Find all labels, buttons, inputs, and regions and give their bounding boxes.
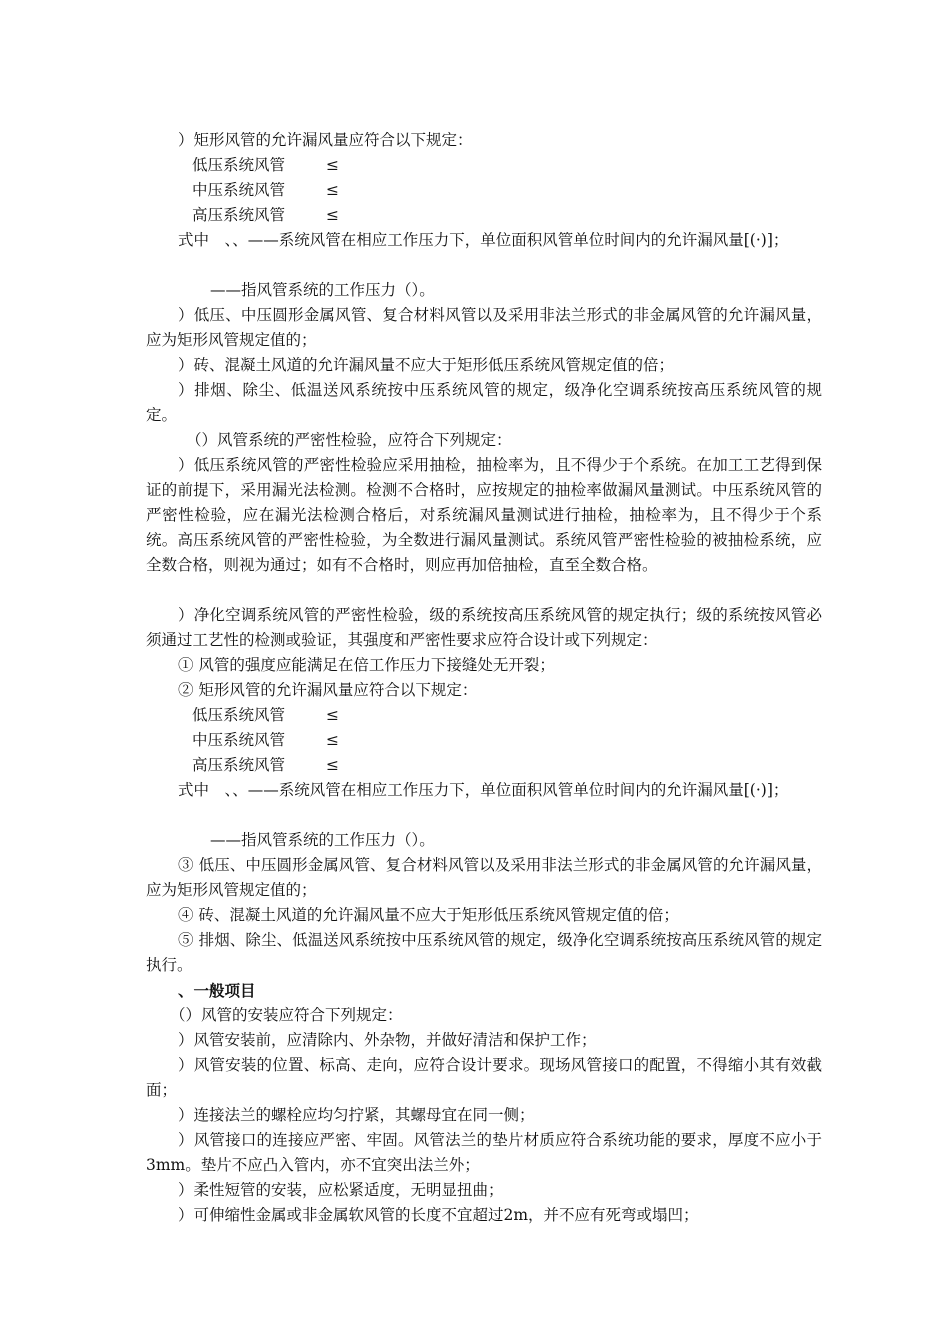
list-item: ④ 砖、混凝土风道的允许漏风量不应大于矩形低压系统风管规定值的倍； bbox=[178, 906, 679, 924]
formula-label: 低压系统风管 bbox=[192, 156, 286, 174]
formula-row-low bbox=[192, 703, 339, 728]
rect-duct-leakage-intro: ）矩形风管的允许漏风量应符合以下规定： bbox=[178, 131, 473, 149]
list-item: ② 矩形风管的允许漏风量应符合以下规定： bbox=[178, 681, 478, 699]
list-item: ）低压、中压圆形金属风管、复合材料风管以及采用非法兰形式的非金属风管的允许漏风量，应为矩形风管规定值的； bbox=[146, 306, 822, 349]
list-item: ）低压系统风管的严密性检验应采用抽检，抽检率为，且不得少于个系统。在加工工艺得到保证的前提下，采用漏光法检测。检测不合格时，应按规定的抽检率做漏风量测试。中压系统风管的严密性检验，应在漏光法检测合格后，对系统漏风量测试进行抽检，抽检率为，且不得少于个系统。高压系统风管的严密性检验，为全数进行漏风量测试。系统风管严密性检验的被抽检系统，应全数合格，则视为通过；如有不合格时，则应再加倍抽检，直至全数合格。 bbox=[146, 456, 822, 574]
list-item: ）砖、混凝土风道的允许漏风量不应大于矩形低压系统风管规定值的倍； bbox=[178, 356, 675, 374]
formula-symbol: ≤ bbox=[326, 706, 339, 724]
formula-row-high bbox=[192, 203, 339, 228]
formula-symbol: ≤ bbox=[326, 181, 339, 199]
formula-label: 高压系统风管 bbox=[192, 206, 286, 224]
formula-row-mid bbox=[192, 178, 339, 203]
formula-label: 中压系统风管 bbox=[192, 181, 286, 199]
list-item: ③ 低压、中压圆形金属风管、复合材料风管以及采用非法兰形式的非金属风管的允许漏风量，应为矩形风管规定值的； bbox=[146, 856, 822, 899]
list-item: ）连接法兰的螺栓应均匀拧紧，其螺母宜在同一侧； bbox=[178, 1106, 535, 1124]
formula-symbol: ≤ bbox=[326, 156, 339, 174]
formula-symbol: ≤ bbox=[326, 206, 339, 224]
where-definition: 式中 、、——系统风管在相应工作压力下，单位面积风管单位时间内的允许漏风量[(·)]； bbox=[178, 781, 789, 799]
list-item: ）柔性短管的安装，应松紧适度，无明显扭曲； bbox=[178, 1181, 504, 1199]
formula-label: 高压系统风管 bbox=[192, 756, 286, 774]
list-item: ）风管安装的位置、标高、走向，应符合设计要求。现场风管接口的配置，不得缩小其有效截面； bbox=[146, 1056, 822, 1099]
list-item: ）净化空调系统风管的严密性检验，级的系统按高压系统风管的规定执行；级的系统按风管必须通过工艺性的检测或验证，其强度和严密性要求应符合设计或下列规定： bbox=[146, 606, 822, 649]
where-definition: 式中 、、——系统风管在相应工作压力下，单位面积风管单位时间内的允许漏风量[(·)]； bbox=[178, 231, 789, 249]
section-heading: （）风管系统的严密性检验，应符合下列规定： bbox=[186, 431, 512, 449]
list-item: ）风管接口的连接应严密、牢固。风管法兰的垫片材质应符合系统功能的要求，厚度不应小于3mm。垫片不应凸入管内，亦不宜突出法兰外； bbox=[146, 1131, 822, 1174]
formula-label: 中压系统风管 bbox=[192, 731, 286, 749]
formula-row-high bbox=[192, 753, 339, 778]
list-item: ）可伸缩性金属或非金属软风管的长度不宜超过2m，并不应有死弯或塌凹； bbox=[178, 1206, 699, 1224]
pressure-definition: ——指风管系统的工作压力（）。 bbox=[210, 831, 435, 849]
pressure-definition: ——指风管系统的工作压力（）。 bbox=[210, 281, 435, 299]
formula-symbol: ≤ bbox=[326, 731, 339, 749]
formula-label: 低压系统风管 bbox=[192, 706, 286, 724]
sub-heading: （）风管的安装应符合下列规定： bbox=[170, 1006, 403, 1024]
list-item: ）风管安装前，应清除内、外杂物，并做好清洁和保护工作； bbox=[178, 1031, 597, 1049]
list-item: ⑤ 排烟、除尘、低温送风系统按中压系统风管的规定，级净化空调系统按高压系统风管的规定执行。 bbox=[146, 931, 822, 974]
list-item: ① 风管的强度应能满足在倍工作压力下接缝处无开裂； bbox=[178, 656, 555, 674]
list-item: ）排烟、除尘、低温送风系统按中压系统风管的规定，级净化空调系统按高压系统风管的规定。 bbox=[146, 381, 822, 424]
formula-row-low bbox=[192, 153, 339, 178]
formula-row-mid bbox=[192, 728, 339, 753]
formula-symbol: ≤ bbox=[326, 756, 339, 774]
general-items-heading: 、一般项目 bbox=[178, 981, 256, 1000]
